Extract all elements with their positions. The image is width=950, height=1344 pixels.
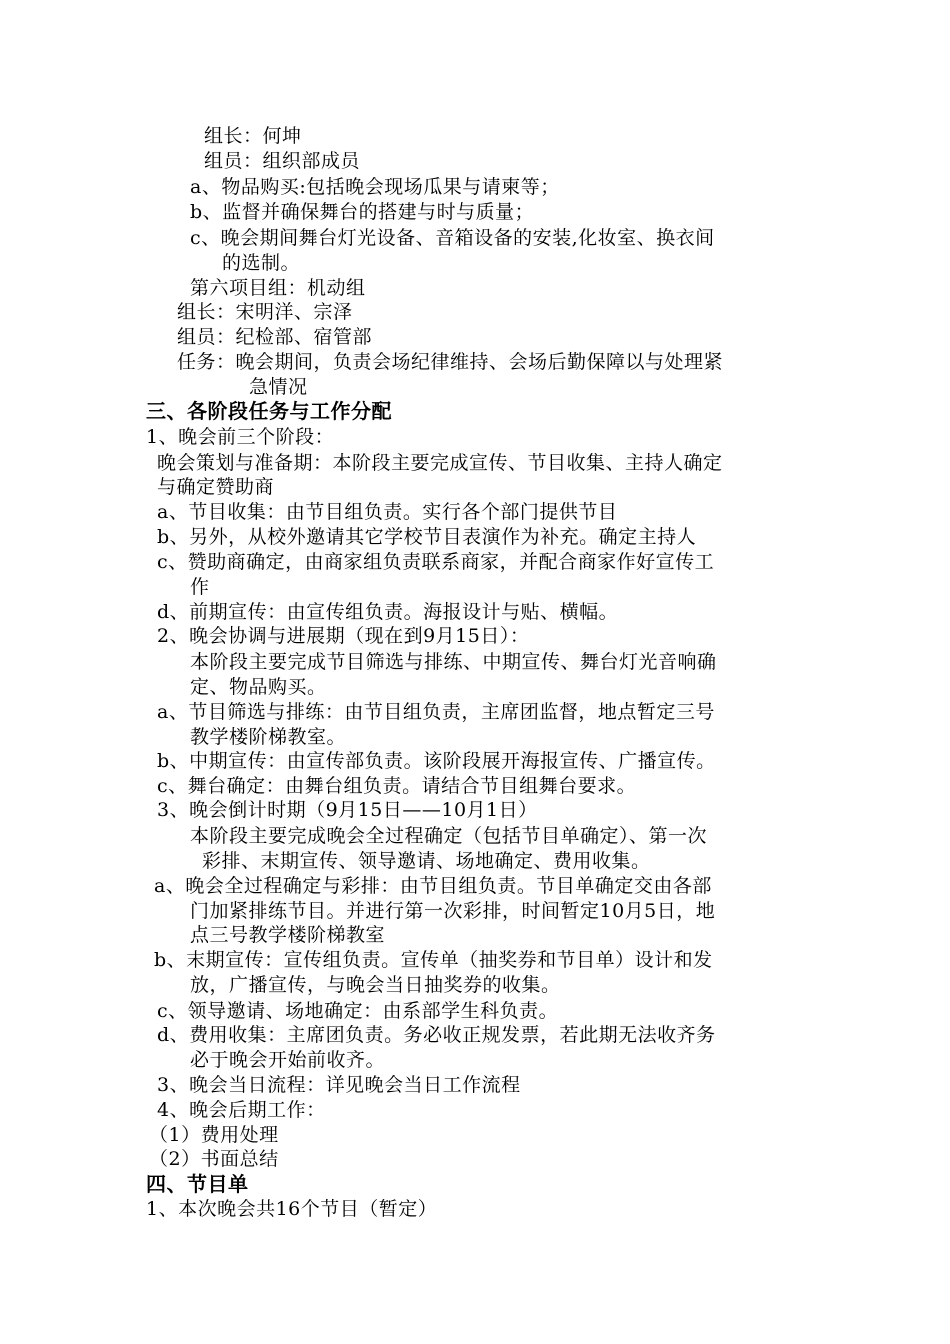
text-line: 作 [190, 576, 210, 598]
text-line: 放，广播宣传，与晚会当日抽奖券的收集。 [190, 974, 561, 996]
text-line: 2、晚会协调与进展期（现在到9月15日）： [157, 625, 530, 647]
text-line: 3、晚会倒计时期（9月15日——10月1日） [157, 799, 538, 821]
text-line: 急情况 [249, 376, 308, 398]
text-line: 与确定赞助商 [157, 476, 275, 498]
text-line: 本阶段主要完成晚会全过程确定（包括节目单确定）、第一次 [190, 825, 708, 847]
text-line: 组长：何坤 [204, 125, 302, 147]
text-line: 组员：纪检部、宿管部 [177, 326, 373, 348]
text-line: a、晚会全过程确定与彩排：由节目组负责。节目单确定交由各部 [154, 875, 712, 897]
text-line: 3、晚会当日流程：详见晚会当日工作流程 [157, 1074, 521, 1096]
text-line: 1、本次晚会共16个节目（暂定） [146, 1198, 438, 1220]
text-line: （1）费用处理 [149, 1124, 279, 1146]
text-line: 1、晚会前三个阶段： [146, 426, 335, 448]
section-heading: 四、节目单 [146, 1172, 249, 1196]
text-line: b、监督并确保舞台的搭建与时与质量； [190, 201, 535, 223]
text-line: 的选制。 [222, 252, 301, 274]
text-line: b、末期宣传：宣传组负责。宣传单（抽奖券和节目单）设计和发 [154, 949, 713, 971]
text-line: 第六项目组：机动组 [190, 277, 366, 299]
text-line: b、中期宣传：由宣传部负责。该阶段展开海报宣传、广播宣传。 [157, 750, 716, 772]
text-line: 组员：组织部成员 [204, 150, 361, 172]
text-line: d、前期宣传：由宣传组负责。海报设计与贴、横幅。 [157, 601, 619, 623]
text-line: a、物品购买:包括晚会现场瓜果与请柬等； [190, 176, 560, 198]
text-line: b、另外，从校外邀请其它学校节目表演作为补充。确定主持人 [157, 526, 697, 548]
text-line: 教学楼阶梯教室。 [190, 726, 347, 748]
text-line: 本阶段主要完成节目筛选与排练、中期宣传、舞台灯光音响确 [190, 651, 717, 673]
text-line: d、费用收集：主席团负责。务必收正规发票，若此期无法收齐务 [157, 1024, 716, 1046]
text-line: c、舞台确定：由舞台组负责。请结合节目组舞台要求。 [157, 775, 637, 797]
text-line: 定、物品购买。 [190, 676, 327, 698]
text-line: c、赞助商确定，由商家组负责联系商家，并配合商家作好宣传工 [157, 551, 715, 573]
text-line: 门加紧排练节目。并进行第一次彩排，时间暂定10月5日，地 [190, 900, 716, 922]
section-heading: 三、各阶段任务与工作分配 [146, 399, 392, 423]
text-line: c、领导邀请、场地确定：由系部学生科负责。 [157, 1000, 559, 1022]
text-line: 组长：宋明洋、宗泽 [177, 301, 353, 323]
text-line: 4、晚会后期工作： [157, 1099, 326, 1121]
text-line: 彩排、末期宣传、领导邀请、场地确定、费用收集。 [202, 850, 651, 872]
text-line: 必于晚会开始前收齐。 [190, 1049, 386, 1071]
text-line: 晚会策划与准备期：本阶段主要完成宣传、节目收集、主持人确定 [157, 452, 723, 474]
text-line: 任务：晚会期间，负责会场纪律维持、会场后勤保障以与处理紧 [177, 351, 724, 373]
text-line: a、节目收集：由节目组负责。实行各个部门提供节目 [157, 501, 618, 523]
text-line: c、晚会期间舞台灯光设备、音箱设备的安装,化妆室、换衣间 [190, 227, 715, 249]
text-line: a、节目筛选与排练：由节目组负责，主席团监督，地点暂定三号 [157, 701, 715, 723]
text-line: 点三号教学楼阶梯教室 [190, 924, 386, 946]
text-line: （2）书面总结 [149, 1148, 279, 1170]
